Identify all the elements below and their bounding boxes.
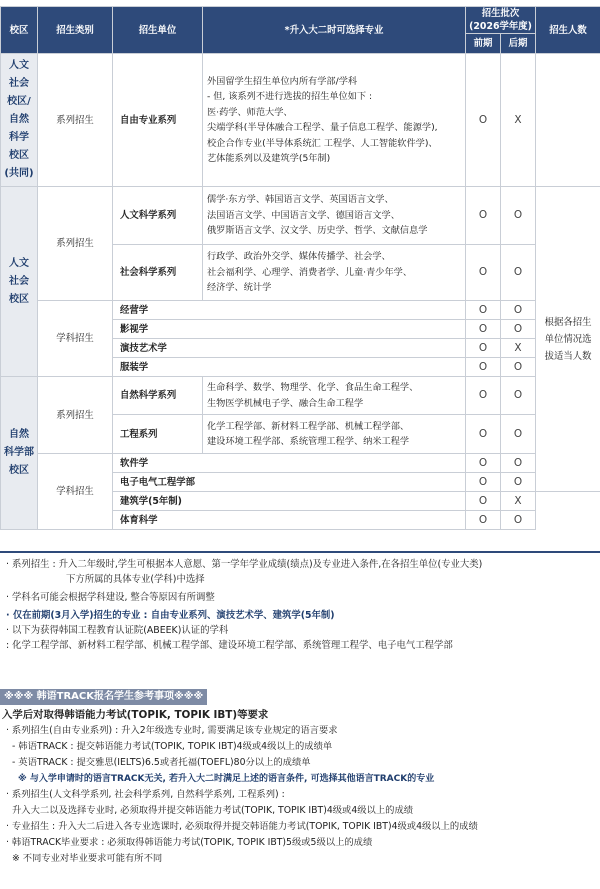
track-line-5: · 系列招生(人文科学系列, 社会科学系列, 自然科学系列, 工程系列) : <box>6 789 285 800</box>
late-mark: X <box>501 339 536 358</box>
category-dept: 学科招生 <box>38 454 113 530</box>
header-category: 招生类别 <box>38 7 113 54</box>
track-heading: 入学后对取得韩语能力考试(TOPIK, TOPIK IBT)等要求 <box>2 709 269 721</box>
early-mark: O <box>466 301 501 320</box>
early-mark: O <box>466 358 501 377</box>
category-series: 系列招生 <box>38 187 113 301</box>
unit-film: 影视学 <box>113 320 466 339</box>
late-mark: O <box>501 320 536 339</box>
late-mark: O <box>501 377 536 415</box>
late-mark: O <box>501 245 536 301</box>
note-series-2-text: 下方所属的具体专业(学科)中选择 <box>66 574 205 585</box>
category-series: 系列招生 <box>38 54 113 187</box>
note-abeek: · 以下为获得韩国工程教育认证院(ABEEK)认证的学科 <box>6 625 229 636</box>
unit-electrical: 电子电气工程学部 <box>113 473 466 492</box>
late-mark: O <box>501 301 536 320</box>
late-mark: O <box>501 187 536 245</box>
header-campus: 校区 <box>1 7 38 54</box>
late-mark: O <box>501 415 536 454</box>
quota-empty <box>536 54 600 187</box>
track-line-1: · 系列招生(自由专业系列) : 升入2年级选专业时, 需要满足该专业规定的语言要求 <box>6 725 338 736</box>
early-mark: O <box>466 377 501 415</box>
header-batch <box>466 7 536 34</box>
category-series: 系列招生 <box>38 377 113 454</box>
unit-humanities: 人文科学系列 <box>113 187 203 245</box>
track-line-6: 升入大二以及选择专业时, 必须取得并提交韩语能力考试(TOPIK, TOPIK IBT)4级或4级以上的成绩 <box>12 805 414 816</box>
track-line-8: · 韩语TRACK毕业要求 : 必须取得韩语能力考试(TOPIK, TOPIK IBT)5级或5级以上的成绩 <box>6 837 373 848</box>
campus-natural: 自然 科学部 校区 <box>1 377 38 530</box>
early-mark: O <box>466 473 501 492</box>
unit-fashion: 服装学 <box>113 358 466 377</box>
category-dept: 学科招生 <box>38 301 113 377</box>
notes-section <box>0 551 600 653</box>
unit-software: 软件学 <box>113 454 466 473</box>
early-mark: O <box>466 320 501 339</box>
track-title: ※※※ 韩语TRACK报名学生参考事项※※※ <box>0 689 207 705</box>
unit-free-major: 自由专业系列 <box>113 54 203 187</box>
campus-common: 人文 社会 校区/ 自然 科学 校区 (共同) <box>1 54 38 187</box>
unit-engineering: 工程系列 <box>113 415 203 454</box>
unit-management: 经营学 <box>113 301 466 320</box>
majors-natural: 生命科学、数学、物理学、化学、食品生命工程学、 生物医学机械电子学、融合生命工程学 <box>203 377 466 415</box>
unit-social: 社会科学系列 <box>113 245 203 301</box>
track-line-9: ※ 不同专业对毕业要求可能有所不同 <box>12 853 163 864</box>
unit-acting: 演技艺术学 <box>113 339 466 358</box>
majors-free: 外国留学生招生单位内所有学部/学科 - 但, 该系列不进行选拔的招生单位如下 : 医·药学、师范大学、 尖端学科(半导体融合工程学、量子信息工程学、能源学), 校企合作专业(半导体系统汇 工程学、人工智能软件学)、 艺体能系列以及建筑学(5年制) <box>203 54 466 187</box>
early-mark: O <box>466 187 501 245</box>
header-late: 后期 <box>501 34 536 54</box>
early-mark: O <box>466 454 501 473</box>
late-mark: O <box>501 511 536 530</box>
note-series-2 <box>0 572 600 587</box>
late-mark: O <box>501 454 536 473</box>
majors-humanities: 儒学·东方学、韩国语言文学、英国语言文学、 法国语言文学、中国语言文学、德国语言文学、 俄罗斯语言文学、汉文学、历史学、哲学、文献信息学 <box>203 187 466 245</box>
quota-text: 根据各招生 单位情况选 拔适当人数 <box>536 187 600 492</box>
campus-humanities: 人文 社会 校区 <box>1 187 38 377</box>
header-batch-label: 招生批次 <box>481 8 520 19</box>
admissions-table <box>0 6 600 530</box>
header-unit: 招生单位 <box>113 7 203 54</box>
track-line-4: ※ 与入学申请时的语言TRACK无关, 若升入大二时满足上述的语言条件, 可选择其他语言TRACK的专业 <box>18 774 435 784</box>
early-mark: O <box>466 415 501 454</box>
header-early: 前期 <box>466 34 501 54</box>
header-majors: *升入大二时可选择专业 <box>203 7 466 54</box>
note-early-only: · 仅在前期(3月入学)招生的专业 : 自由专业系列、演技艺术学、建筑学(5年制) <box>6 610 335 621</box>
late-mark: O <box>501 358 536 377</box>
unit-natural: 自然科学系列 <box>113 377 203 415</box>
majors-engineering: 化学工程学部、新材料工程学部、机械工程学部、 建设环境工程学部、系统管理工程学、纳米工程学 <box>203 415 466 454</box>
late-mark: X <box>501 54 536 187</box>
late-mark: O <box>501 473 536 492</box>
track-line-3: - 英语TRACK : 提交雅思(IELTS)6.5或者托福(TOEFL)80分以上的成绩单 <box>12 757 311 768</box>
early-mark: O <box>466 54 501 187</box>
early-mark: O <box>466 511 501 530</box>
early-mark: O <box>466 339 501 358</box>
unit-sport: 体育科学 <box>113 511 466 530</box>
late-mark: X <box>501 492 536 511</box>
early-mark: O <box>466 245 501 301</box>
header-batch-year: (2026学年度) <box>469 21 532 32</box>
note-abeek-list: : 化学工程学部、新材料工程学部、机械工程学部、建设环境工程学部、系统管理工程学、电子电气工程学部 <box>6 640 453 651</box>
early-mark: O <box>466 492 501 511</box>
track-section <box>0 707 600 867</box>
header-quota: 招生人数 <box>536 7 600 54</box>
majors-social: 行政学、政治外交学、媒体传播学、社会学、 社会福利学、心理学、消费者学、儿童·青少年学、 经济学、统计学 <box>203 245 466 301</box>
unit-architecture: 建筑学(5年制) <box>113 492 466 511</box>
note-series-1: · 系列招生 : 升入二年级时,学生可根据本人意愿、第一学年学业成绩(绩点)及专业进入条件,在各招生单位(专业大类) <box>6 559 483 570</box>
track-line-2: - 韩语TRACK : 提交韩语能力考试(TOPIK, TOPIK IBT)4级或4级以上的成绩单 <box>12 741 333 752</box>
note-rename: · 学科名可能会根据学科建设, 整合等原因有所调整 <box>6 592 215 603</box>
track-line-7: · 专业招生 : 升入大二后进入各专业选课时, 必须取得并提交韩语能力考试(TOPIK, TOPIK IBT)4级或4级以上的成绩 <box>6 821 478 832</box>
